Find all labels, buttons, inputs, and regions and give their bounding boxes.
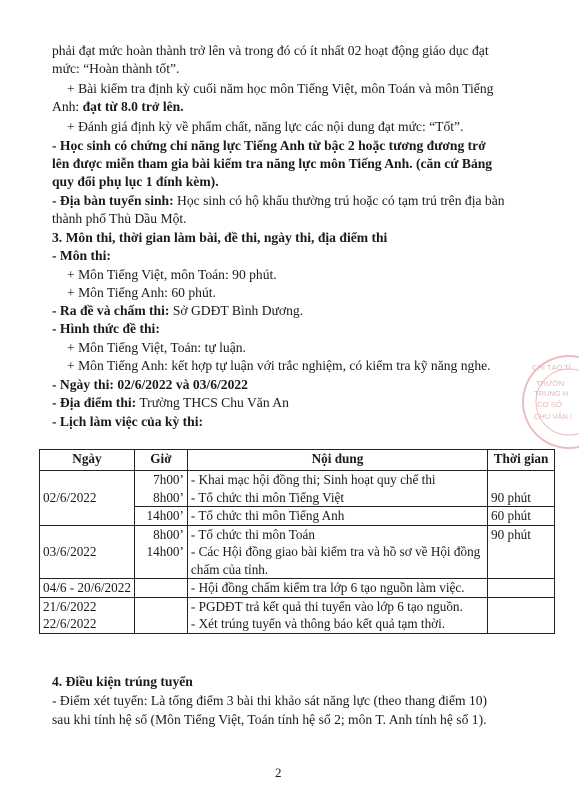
table-cell-time xyxy=(134,597,187,633)
header-time: Giờ xyxy=(134,450,187,471)
table-cell-content: - Tổ chức thi môn Tiếng Anh xyxy=(187,507,487,526)
text-span: Sở GDĐT Bình Dương. xyxy=(169,303,304,318)
text-line: mức: “Hoàn thành tốt”. xyxy=(52,61,180,76)
table-cell-duration: 90 phút xyxy=(488,525,555,579)
official-seal-stamp xyxy=(522,355,579,449)
table-cell-content: - Hội đồng chấm kiểm tra lớp 6 tạo nguồn làm việc. xyxy=(187,579,487,598)
time-value: 14h00’ xyxy=(146,544,184,559)
date-value: 22/6/2022 xyxy=(43,616,97,631)
bold-label: - Ra đề và chấm thi: xyxy=(52,303,170,318)
table-row xyxy=(40,579,555,598)
table-row xyxy=(40,597,555,633)
header-duration: Thời gian xyxy=(488,450,555,471)
text-span: Anh: xyxy=(52,99,83,114)
text-line: - Hình thức đề thi: xyxy=(52,321,160,336)
table-cell-time xyxy=(134,525,187,579)
content-line: - PGDĐT trả kết quả thi tuyển vào lớp 6 tạo nguồn. xyxy=(190,598,463,614)
table-cell-duration xyxy=(488,471,555,507)
content-line: - Tổ chức thi môn Tiếng Việt xyxy=(190,489,345,505)
text-line: - Lịch làm việc của kỳ thi: xyxy=(52,414,204,429)
time-value: 8h00’ xyxy=(153,526,184,542)
text-line xyxy=(52,98,184,116)
header-content: Nội dung xyxy=(187,450,487,471)
text-line: + Môn Tiếng Việt, Toán: tự luận. xyxy=(67,340,246,355)
stamp-text: CHÍ TẠO TỈ xyxy=(532,363,571,372)
table-cell-time xyxy=(134,579,187,598)
table-cell-date: 02/6/2022 xyxy=(40,471,135,526)
header-date: Ngày xyxy=(40,450,135,471)
schedule-table xyxy=(39,449,555,634)
text-line: + Môn Tiếng Anh: 60 phút. xyxy=(67,285,216,300)
content-line: - Các Hội đồng giao bài kiểm tra và hồ sơ về Hội đồng chấm của tỉnh. xyxy=(190,544,481,577)
bold-label: - Địa điểm thi: xyxy=(52,395,137,410)
table-cell-duration xyxy=(488,597,555,633)
table-row xyxy=(40,471,555,507)
table-header-row xyxy=(40,450,555,471)
text-line: thành phố Thủ Dầu Một. xyxy=(52,211,187,226)
text-line: - Học sinh có chứng chỉ năng lực Tiếng Anh từ bậc 2 hoặc tương đương trở xyxy=(52,138,486,153)
text-line: - Điểm xét tuyển: Là tổng điểm 3 bài thi khảo sát năng lực (theo thang điểm 10) xyxy=(52,693,488,708)
text-line: + Môn Tiếng Việt, môn Toán: 90 phút. xyxy=(67,267,277,282)
table-cell-content xyxy=(187,471,487,507)
date-value: 21/6/2022 xyxy=(43,598,97,614)
text-line xyxy=(52,302,303,320)
content-line: - Tổ chức thi môn Toán xyxy=(190,526,315,542)
table-cell-content xyxy=(187,597,487,633)
bold-label: - Địa bàn tuyển sinh: xyxy=(52,193,174,208)
text-line xyxy=(52,394,289,412)
text-span: Học sinh có hộ khẩu thường trú hoặc có tạm trú trên địa bàn xyxy=(173,193,505,208)
text-line xyxy=(52,192,505,210)
table-row xyxy=(40,525,555,579)
text-line: - Môn thi: xyxy=(52,248,111,263)
text-span: Trường THCS Chu Văn An xyxy=(136,395,289,410)
table-cell-content xyxy=(187,525,487,579)
time-value: 7h00’ xyxy=(153,472,184,487)
text-line: phải đạt mức hoàn thành trở lên và trong đó có ít nhất 02 hoạt động giáo dục đạt xyxy=(52,43,489,58)
table-cell-time: 14h00’ xyxy=(134,507,187,526)
text-line: + Đánh giá định kỳ về phẩm chất, năng lực các nội dung đạt mức: “Tốt”. xyxy=(67,119,464,134)
stamp-text: TRUNG H xyxy=(534,389,569,398)
content-line: - Xét trúng tuyển và thông báo kết quả tạm thời. xyxy=(190,616,446,631)
bold-text: đạt từ 8.0 trở lên. xyxy=(82,99,184,114)
stamp-text: CHU VĂN / xyxy=(534,412,572,421)
content-line: - Khai mạc hội đồng thi; Sinh hoạt quy chế thi xyxy=(190,472,436,487)
table-cell-date: 04/6 - 20/6/2022 xyxy=(40,579,135,598)
table-cell-duration: 60 phút xyxy=(488,507,555,526)
text-line: + Bài kiểm tra định kỳ cuối năm học môn Tiếng Việt, môn Toán và môn Tiếng xyxy=(67,81,494,96)
text-line: lên được miễn tham gia bài kiểm tra năng lực môn Tiếng Anh. (căn cứ Bảng xyxy=(52,156,493,171)
text-line: sau khi tính hệ số (Môn Tiếng Việt, Toán tính hệ số 2; môn T. Anh tính hệ số 1). xyxy=(52,712,487,727)
table-cell-time xyxy=(134,471,187,507)
text-line: quy đổi phụ lục 1 đính kèm). xyxy=(52,174,219,189)
table-cell-duration xyxy=(488,579,555,598)
section-heading: 3. Môn thi, thời gian làm bài, đề thi, ngày thi, địa điểm thi xyxy=(52,230,388,245)
spacer xyxy=(491,471,551,489)
duration-value: 90 phút xyxy=(491,489,531,505)
text-line: - Ngày thi: 02/6/2022 và 03/6/2022 xyxy=(52,377,248,392)
table-cell-date xyxy=(40,597,135,633)
text-line: + Môn Tiếng Anh: kết hợp tự luận với trắc nghiệm, có kiểm tra kỹ năng nghe. xyxy=(67,358,491,373)
table-cell-date: 03/6/2022 xyxy=(40,525,135,579)
stamp-text: TRƯỜN xyxy=(536,379,565,388)
stamp-text: CƠ SỞ xyxy=(537,400,563,409)
section-heading: 4. Điều kiện trúng tuyển xyxy=(52,674,193,689)
time-value: 8h00’ xyxy=(153,489,184,505)
page-number: 2 xyxy=(275,765,282,780)
